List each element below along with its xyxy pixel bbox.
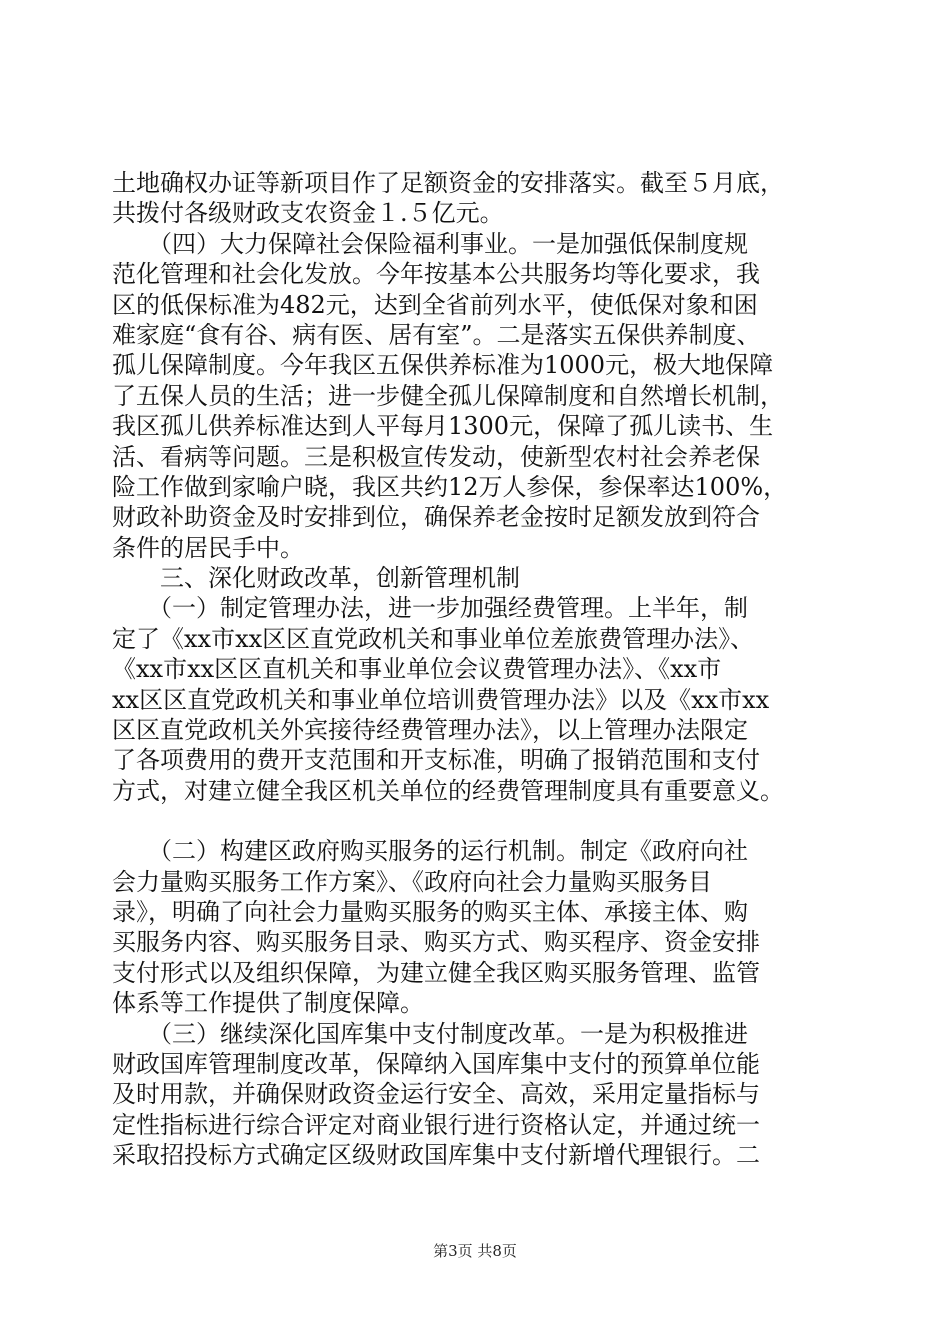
text-line: 孤儿保障制度。今年我区五保供养标准为1000元，极大地保障 — [112, 351, 774, 380]
text-line: 活、看病等问题。三是积极宣传发动，使新型农村社会养老保 — [112, 442, 760, 471]
text-line: 支付形式以及组织保障，为建立健全我区购买服务管理、监管 — [112, 958, 760, 987]
text-line: 区区直党政机关外宾接待经费管理办法》，以上管理办法限定 — [112, 716, 748, 745]
page-footer: 第3页 共8页 — [433, 1242, 517, 1260]
text-line: 买服务内容、购买服务目录、购买方式、购买程序、资金安排 — [112, 928, 760, 957]
text-line: 我区孤儿供养标准达到人平每月1300元，保障了孤儿读书、生 — [112, 412, 774, 441]
text-line: 难家庭“食有谷、病有医、居有室”。二是落实五保供养制度、 — [112, 320, 761, 349]
text-line: 财政补助资金及时安排到位，确保养老金按时足额发放到符合 — [112, 503, 760, 532]
text-line: 体系等工作提供了制度保障。 — [112, 989, 424, 1018]
text-line: 及时用款，并确保财政资金运行安全、高效，采用定量指标与 — [112, 1080, 760, 1109]
text-line: （一）制定管理办法，进一步加强经费管理。上半年，制 — [112, 594, 748, 623]
text-line: 财政国库管理制度改革，保障纳入国库集中支付的预算单位能 — [112, 1049, 760, 1078]
text-line: 录》，明确了向社会力量购买服务的购买主体、承接主体、购 — [112, 897, 748, 926]
text-line: 采取招投标方式确定区级财政国库集中支付新增代理银行。二 — [112, 1141, 760, 1170]
text-line: 定性指标进行综合评定对商业银行进行资格认定，并通过统一 — [112, 1110, 760, 1139]
text-line: 方式，对建立健全我区机关单位的经费管理制度具有重要意义。 — [112, 776, 784, 805]
text-line: 了五保人员的生活；进一步健全孤儿保障制度和自然增长机制， — [112, 381, 784, 410]
text-line: （四）大力保障社会保险福利事业。一是加强低保制度规 — [112, 229, 748, 258]
text-line: 条件的居民手中。 — [112, 533, 304, 562]
text-line: 共拨付各级财政支农资金１.５亿元。 — [112, 199, 504, 228]
text-line: 了各项费用的费开支范围和开支标准，明确了报销范围和支付 — [112, 746, 760, 775]
text-line: xx区区直党政机关和事业单位培训费管理办法》以及《xx市xx — [112, 685, 770, 714]
text-line: （二）构建区政府购买服务的运行机制。制定《政府向社 — [112, 837, 748, 866]
document-body — [112, 168, 842, 1171]
paragraph-gap — [112, 806, 842, 836]
text-line: 《xx市xx区区直机关和事业单位会议费管理办法》、《xx市 — [112, 655, 722, 684]
text-line: 区的低保标准为482元，达到全省前列水平，使低保对象和困 — [112, 290, 758, 319]
section-heading: 三、深化财政改革，创新管理机制 — [112, 564, 520, 593]
text-line: 险工作做到家喻户晓，我区共约12万人参保，参保率达100%， — [112, 472, 788, 501]
text-line: 土地确权办证等新项目作了足额资金的安排落实。截至５月底， — [112, 169, 784, 197]
text-line: 范化管理和社会化发放。今年按基本公共服务均等化要求，我 — [112, 260, 760, 289]
text-line: （三）继续深化国库集中支付制度改革。一是为积极推进 — [112, 1019, 748, 1048]
text-line: 定了《xx市xx区区直党政机关和事业单位差旅费管理办法》、 — [112, 624, 755, 653]
text-line: 会力量购买服务工作方案》、《政府向社会力量购买服务目 — [112, 867, 712, 896]
